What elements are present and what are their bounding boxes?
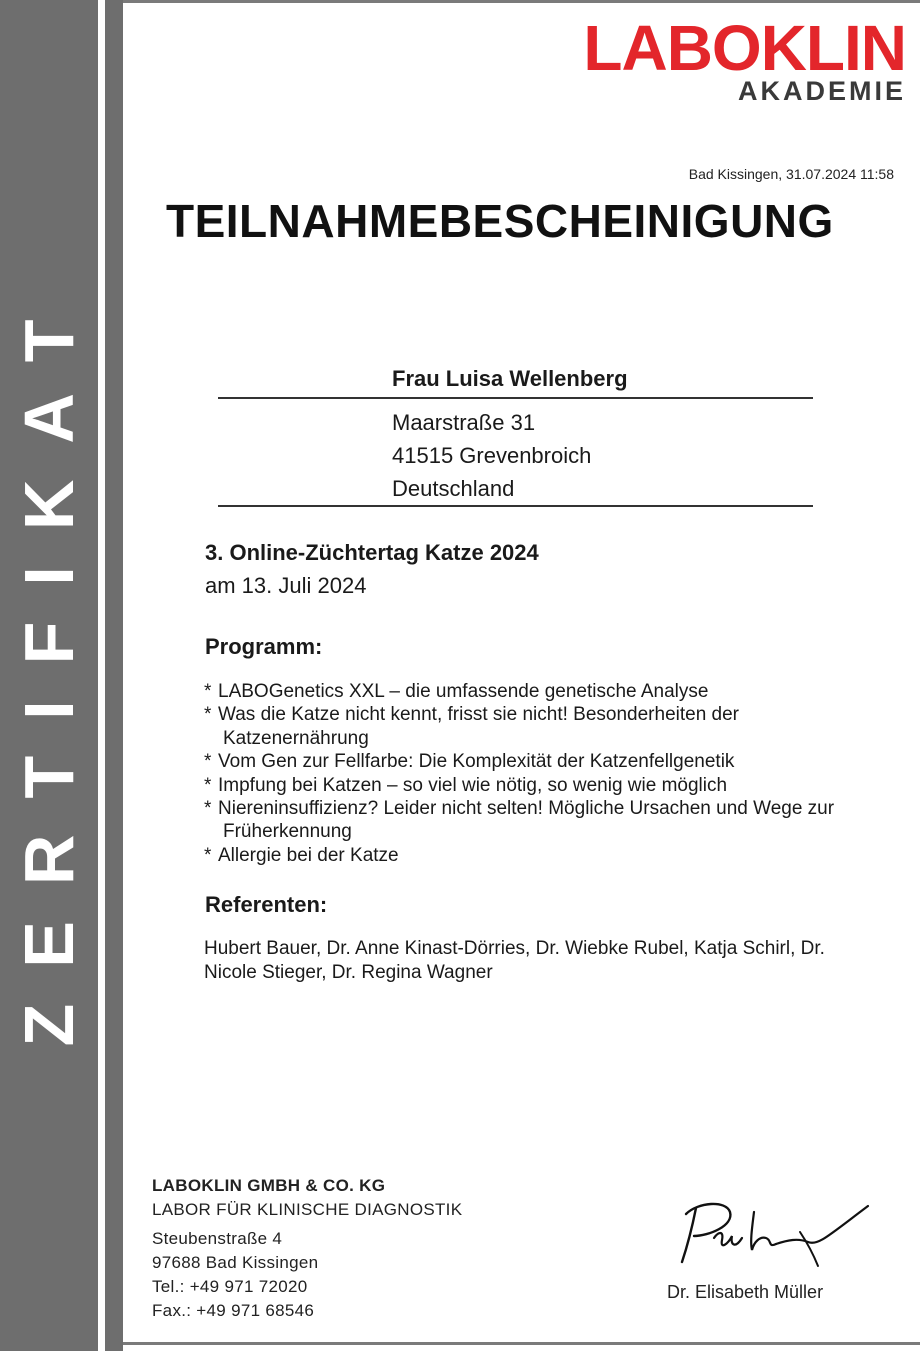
program-item: * Vom Gen zur Fellfarbe: Die Komplexität der Katzenfellgenetik: [204, 751, 735, 773]
event-date: am 13. Juli 2024: [205, 573, 367, 598]
footer-company-subtitle: LABOR FÜR KLINISCHE DIAGNOSTIK: [152, 1200, 463, 1219]
speakers-list: Hubert Bauer, Dr. Anne Kinast-Dörries, Dr. Wiebke Rubel, Katja Schirl, Dr. Nicole Stieger, Dr. Regina Wagner: [204, 938, 825, 983]
frame-top-line: [123, 0, 920, 3]
footer-phone: Tel.: +49 971 72020: [152, 1277, 308, 1296]
footer-company: LABOKLIN GMBH & CO. KG: [152, 1176, 386, 1195]
program-list: [204, 680, 844, 867]
recipient-top-rule: [218, 397, 813, 399]
speakers-heading: Referenten:: [205, 892, 328, 917]
frame-bottom-line: [123, 1342, 920, 1345]
side-band: [0, 0, 98, 1351]
recipient-street: Maarstraße 31: [392, 410, 536, 435]
footer-fax: Fax.: +49 971 68546: [152, 1301, 315, 1320]
program-item: * LABOGenetics XXL – die umfassende genetische Analyse: [204, 681, 709, 702]
side-band-label: ZERTIFIKAT: [10, 283, 88, 1047]
side-band-divider: [98, 0, 105, 1351]
issue-date: Bad Kissingen, 31.07.2024 11:58: [688, 166, 894, 182]
side-band-inner: [105, 0, 123, 1351]
recipient-country: Deutschland: [392, 476, 515, 501]
recipient-bottom-rule: [218, 505, 813, 507]
program-item: * Allergie bei der Katze: [204, 844, 399, 866]
event-name: 3. Online-Züchtertag Katze 2024: [205, 540, 539, 565]
logo-subtitle: AKADEMIE: [737, 76, 906, 106]
handwritten-signature: [668, 1192, 878, 1277]
program-item: * Impfung bei Katzen – so viel wie nötig, so wenig wie möglich: [204, 774, 728, 796]
logo-wordmark: LABOKLIN: [583, 12, 906, 84]
signatory-name: Dr. Elisabeth Müller: [667, 1282, 824, 1302]
recipient-name: Frau Luisa Wellenberg: [392, 366, 628, 391]
program-heading: Programm:: [205, 634, 323, 659]
program-item: * Was die Katze nicht kennt, frisst sie nicht! Besonderheiten der Katzenernährung: [204, 704, 740, 749]
footer-street: Steubenstraße 4: [152, 1229, 283, 1248]
footer-city: 97688 Bad Kissingen: [152, 1253, 319, 1272]
recipient-city: 41515 Grevenbroich: [392, 443, 592, 468]
certificate-title: TEILNAHMEBESCHEINIGUNG: [166, 195, 834, 247]
program-item: * Niereninsuffizienz? Leider nicht selten! Mögliche Ursachen und Wege zur Früherkennung: [204, 798, 835, 843]
